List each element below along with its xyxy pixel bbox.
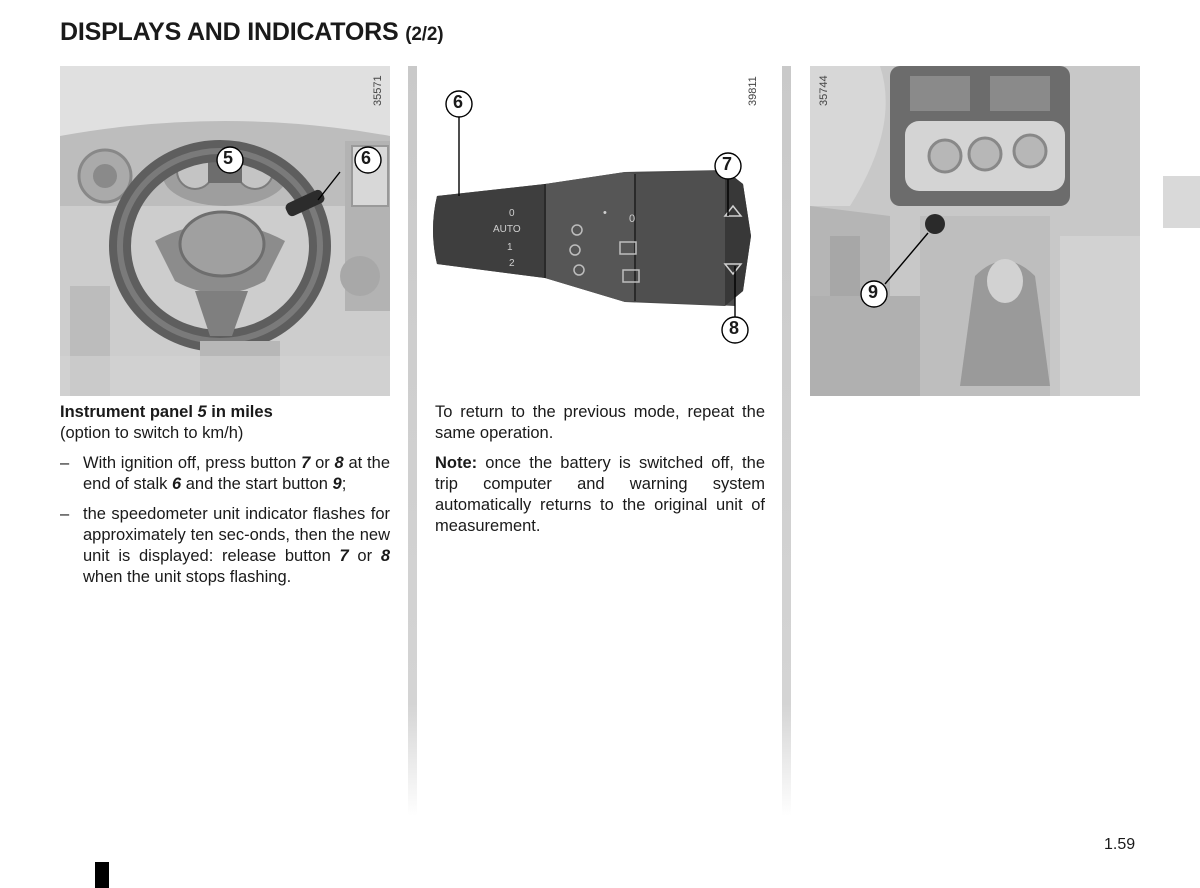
return-instruction: To return to the previous mode, repeat the same operation.: [435, 403, 765, 442]
callout-9: 9: [868, 282, 879, 302]
bullet-item-2: [60, 504, 390, 588]
button-ref: 8: [380, 547, 390, 565]
bullet-text: or: [348, 547, 381, 565]
column-divider-left: [408, 66, 417, 816]
stalk-label-1: 1: [507, 242, 513, 253]
bullet-text: ;: [341, 475, 347, 493]
page-title-main: DISPLAYS AND INDICATORS: [60, 18, 399, 46]
figure-center-console: [810, 66, 1140, 396]
figure-instrument-panel: [60, 66, 390, 396]
heading-text-end: in miles: [206, 403, 273, 421]
button-ref: 8: [334, 454, 344, 472]
bullet-text: the speedometer unit indicator flashes for approximately ten sec-onds, then the new unit is displayed: release button: [83, 505, 390, 565]
note-text: once the battery is switched off, the trip computer and warning system automatically returns to the original unit of measurement.: [435, 454, 765, 535]
note-label: Note:: [435, 454, 478, 472]
callout-6: 6: [453, 92, 464, 112]
bullet-dash: –: [60, 505, 70, 523]
heading-text: Instrument panel: [60, 403, 198, 421]
bullet-text: when the unit stops flashing.: [83, 568, 292, 586]
callout-8: 8: [729, 318, 740, 338]
page-number: 1.59: [1104, 836, 1136, 853]
figure-ref-number: 35744: [818, 75, 830, 106]
heading-ref: 5: [197, 403, 207, 421]
console-illustration: [810, 66, 1140, 396]
column-1-text: [60, 402, 390, 588]
bullet-text: and the start button: [181, 475, 333, 493]
page-title-suffix: (2/2): [405, 24, 444, 45]
button-ref: 7: [339, 547, 349, 565]
bullet-text: at the end of stalk: [83, 454, 390, 493]
note-paragraph: [435, 453, 765, 537]
column-2-text: [435, 402, 765, 537]
figure-ref-number: 35571: [372, 75, 384, 106]
stalk-label-2: 2: [509, 258, 515, 269]
stalk-illustration: [425, 66, 770, 396]
page-title: [60, 18, 443, 47]
callout-5: 5: [223, 148, 234, 168]
instrument-panel-heading: [60, 402, 390, 423]
bullet-item-1: [60, 453, 390, 495]
bullet-text: With ignition off, press button: [83, 454, 302, 472]
callout-7: 7: [722, 154, 733, 174]
figure-stalk: [425, 66, 770, 396]
corner-mark: [95, 862, 109, 888]
bullet-text: or: [310, 454, 335, 472]
figure-ref-number: 39811: [747, 76, 759, 106]
stalk-ref: 6: [171, 475, 182, 493]
section-tab: [1163, 176, 1200, 228]
button-ref: 7: [301, 454, 311, 472]
stalk-label-dot: •: [603, 207, 607, 219]
stalk-label-0b: 0: [629, 213, 636, 225]
callout-6: 6: [361, 148, 372, 168]
button-ref: 9: [332, 475, 342, 493]
column-divider-right: [782, 66, 791, 816]
bullet-dash: –: [60, 454, 70, 472]
stalk-label-auto: AUTO: [493, 224, 521, 235]
dashboard-illustration: [60, 66, 390, 396]
instrument-panel-subheading: (option to switch to km/h): [60, 424, 244, 442]
stalk-label-0a: 0: [509, 208, 515, 219]
